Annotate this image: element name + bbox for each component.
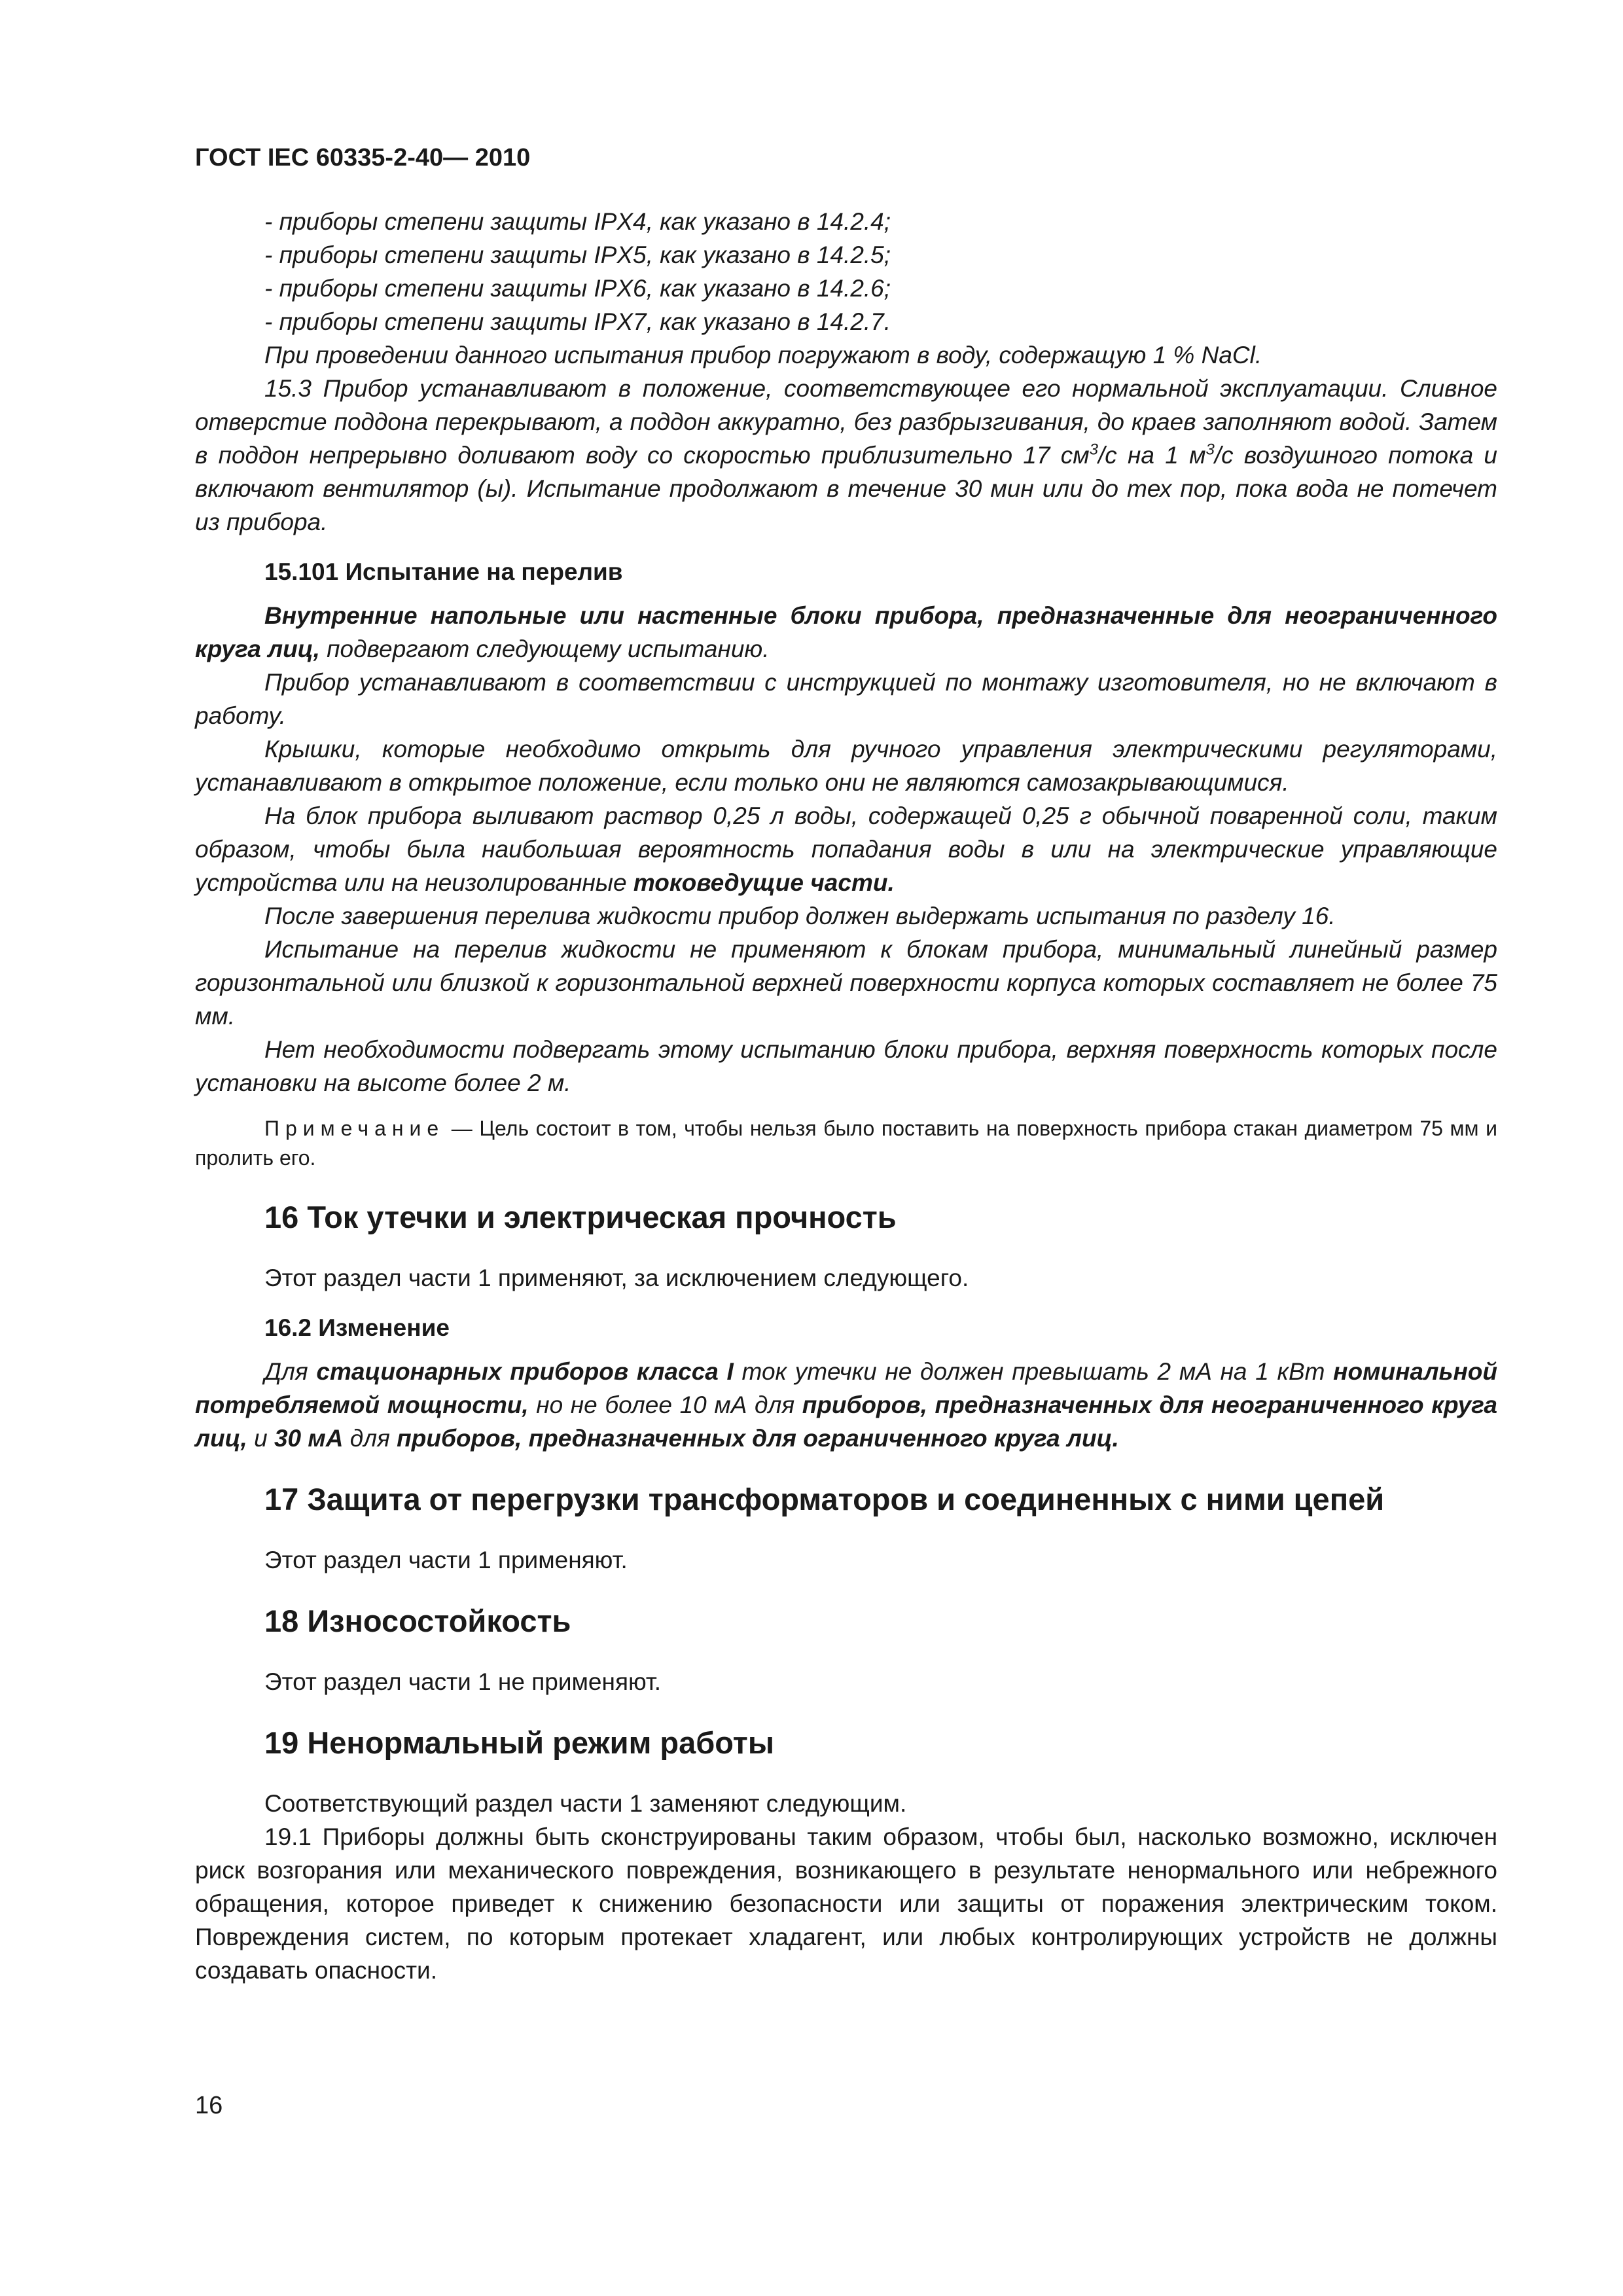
list-item: - приборы степени защиты IPX6, как указано в 14.2.6;: [264, 275, 891, 302]
paragraph: После завершения перелива жидкости прибор должен выдержать испытания по разделу 16.: [264, 903, 1336, 929]
section-heading-16: 16 Ток утечки и электрическая прочность: [264, 1200, 897, 1234]
section-heading-17: 17 Защита от перегрузки трансформаторов и соединенных с ними цепей: [264, 1482, 1385, 1516]
paragraph: Этот раздел части 1 не применяют.: [264, 1668, 662, 1695]
paragraph: Соответствующий раздел части 1 заменяют следующим.: [264, 1790, 907, 1817]
paragraph: Внутренние напольные или настенные блоки прибора, предназначенные для неограниченного круга лиц, подвергают следующему испытанию.: [195, 602, 1497, 662]
page-number: 16: [195, 2092, 223, 2119]
note: Примечание — Цель состоит в том, чтобы нельзя было поставить на поверхность прибора стакан диаметром 75 мм и пролить его.: [195, 1117, 1497, 1170]
subsection-heading-16-2: 16.2 Изменение: [264, 1314, 450, 1341]
paragraph: Нет необходимости подвергать этому испытанию блоки прибора, верхняя поверхность которых после установки на высоте более 2 м.: [195, 1036, 1497, 1096]
paragraph-15-3: 15.3 Прибор устанавливают в положение, соответствующее его нормальной эксплуатации. Сливное отверстие поддона перекрывают, а поддон аккуратно, без разбрызгивания, до краев заполняют водой. Затем в поддон непрерывно доливают воду со скоростью приблизительно 17 $см^3/с$ на 1 $м^3/с$ воздушного потока и включают вентилятор (ы). Испытание продолжают в течение 30 мин или до тех пор, пока вода не потечет из прибора.: [195, 375, 1497, 535]
section-heading-19: 19 Ненормальный режим работы: [264, 1725, 774, 1760]
paragraph: Испытание на перелив жидкости не применяют к блокам прибора, минимальный линейный размер горизонтальной или близкой к горизонтальной верхней поверхности корпуса которых составляет не более 75 мм.: [195, 936, 1497, 1030]
document-header: ГОСТ IEC 60335-2-40— 2010: [195, 144, 531, 171]
paragraph-19-1: 19.1 Приборы должны быть сконструированы таким образом, чтобы был, насколько возможно, исключен риск возгорания или механического повреждения, возникающего в результате ненормального или небрежного обращения, которое приведет к снижению безопасности или защиты от поражения электрическим током. Повреждения систем, по которым протекает хладагент, или любых контролирующих устройств не должны создавать опасности.: [195, 1823, 1497, 1984]
paragraph: Этот раздел части 1 применяют, за исключением следующего.: [264, 1265, 969, 1291]
subsection-heading-15-101: 15.101 Испытание на перелив: [264, 558, 623, 585]
document-page: [195, 144, 1497, 1987]
paragraph: На блок прибора выливают раствор 0,25 л воды, содержащей 0,25 г обычной поваренной соли, таким образом, чтобы была наибольшая вероятность попадания воды в или на электрические управляющие устройства или на неизолированные токоведущие части.: [195, 802, 1497, 896]
list-item: - приборы степени защиты IPX5, как указано в 14.2.5;: [264, 242, 891, 268]
section-heading-18: 18 Износостойкость: [264, 1604, 571, 1638]
note-label: Примечание: [264, 1117, 445, 1140]
paragraph-16-2: Для стационарных приборов класса I ток утечки не должен превышать 2 мА на 1 кВт номинальной потребляемой мощности, но не более 10 мА для приборов, предназначенных для неограниченного круга лиц, и 30 мА для приборов, предназначенных для ограниченного круга лиц.: [195, 1358, 1498, 1452]
list-item: - приборы степени защиты IPX4, как указано в 14.2.4;: [264, 208, 891, 235]
paragraph: Прибор устанавливают в соответствии с инструкцией по монтажу изготовителя, но не включают в работу.: [195, 669, 1497, 729]
list-item: - приборы степени защиты IPX7, как указано в 14.2.7.: [264, 308, 891, 335]
paragraph-nacl: При проведении данного испытания прибор погружают в воду, содержащую 1 % NaCl.: [264, 342, 1262, 368]
paragraph: Этот раздел части 1 применяют.: [264, 1547, 628, 1573]
paragraph: Крышки, которые необходимо открыть для ручного управления электрическими регуляторами, устанавливают в открытое положение, если только они не являются самозакрывающимися.: [195, 736, 1497, 796]
